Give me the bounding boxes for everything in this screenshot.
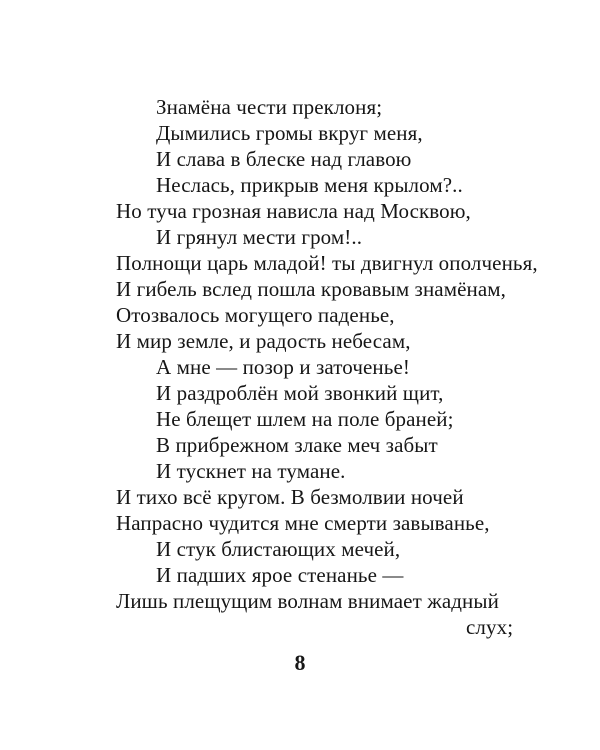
poem-line: И падших ярое стенанье —: [156, 563, 404, 587]
poem-line: А мне — позор и заточенье!: [156, 355, 410, 379]
poem-line: И мир земле, и радость небесам,: [116, 329, 411, 353]
poem-line: Дымились громы вкруг меня,: [156, 121, 423, 145]
poem-line: Не блещет шлем на поле браней;: [156, 407, 454, 431]
poem-line: Лишь плещущим волнам внимает жадный: [116, 589, 499, 613]
poem-line: И слава в блеске над главою: [156, 147, 412, 171]
poem-line: И гибель вслед пошла кровавым знамёнам,: [116, 277, 507, 301]
poem-line: Неслась, прикрыв меня крылом?..: [156, 173, 463, 197]
poem-line: Знамёна чести преклоня;: [156, 95, 383, 119]
page-number: 8: [294, 650, 306, 675]
poem-line: Напрасно чудится мне смерти завыванье,: [116, 511, 490, 535]
poem-line: Полнощи царь младой! ты двигнул ополченья,: [116, 251, 538, 275]
poem-line: Но туча грозная нависла над Москвою,: [116, 199, 471, 223]
poem-line: И тускнет на тумане.: [156, 459, 346, 483]
poem-line: Отозвалось могущего паденье,: [116, 303, 395, 327]
poem-line-continuation: слух;: [466, 615, 514, 639]
poem-line: И стук блистающих мечей,: [156, 537, 401, 561]
poem-line: В прибрежном злаке меч забыт: [156, 433, 438, 457]
poem-line: И раздроблён мой звонкий щит,: [156, 381, 444, 405]
poem-line: И тихо всё кругом. В безмолвии ночей: [116, 485, 464, 509]
poem-line: И грянул мести гром!..: [156, 225, 363, 249]
